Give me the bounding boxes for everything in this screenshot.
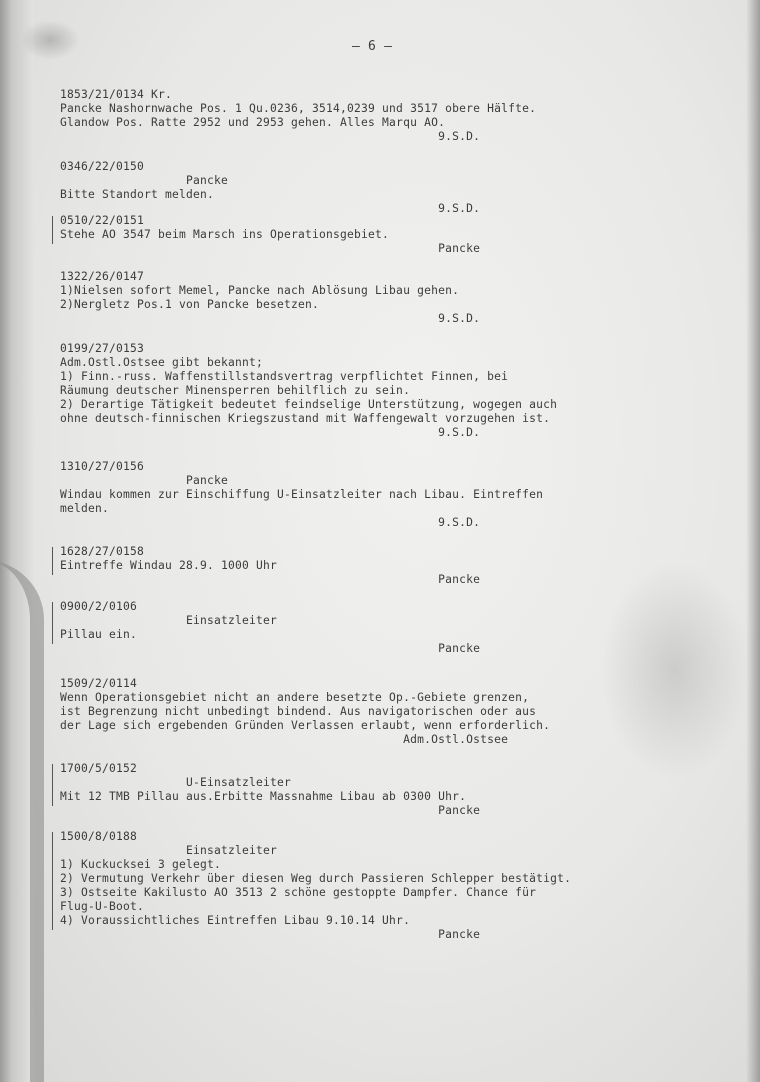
message-signature: Pancke: [60, 804, 481, 817]
message-entry: [60, 342, 750, 440]
message-entry: [60, 214, 750, 256]
margin-bracket: [52, 216, 57, 244]
message-text-line: ohne deutsch-finnischen Kriegszustand mit Waffengewalt vorzugehen ist.: [60, 412, 551, 425]
message-signature: Pancke: [60, 242, 481, 255]
message-text-line: Windau kommen zur Einschiffung U-Einsatzleiter nach Libau. Eintreffen: [60, 488, 544, 501]
message-entry: [60, 545, 750, 587]
message-text-line: Pancke Nashornwache Pos. 1 Qu.0236, 3514,0239 und 3517 obere Hälfte.: [60, 102, 537, 115]
message-header: 1628/27/0158: [60, 545, 145, 558]
message-text-line: Mit 12 TMB Pillau aus.Erbitte Massnahme Libau ab 0300 Uhr.: [60, 790, 467, 803]
message-entry: [60, 600, 750, 656]
message-text-line: Bitte Standort melden.: [60, 188, 215, 201]
message-header: 0900/2/0106: [60, 600, 138, 613]
message-signature: 9.S.D.: [60, 312, 481, 325]
message-signature: 9.S.D.: [60, 130, 481, 143]
message-header: 1509/2/0114: [60, 677, 138, 690]
scan-mark: [20, 20, 80, 60]
margin-bracket: [52, 764, 57, 806]
message-signature: 9.S.D.: [60, 202, 481, 215]
message-text-line: der Lage sich ergebenden Gründen Verlassen erlaubt, wenn erforderlich.: [60, 719, 551, 732]
message-signature: Pancke: [60, 642, 481, 655]
message-header: 0346/22/0150: [60, 160, 145, 173]
message-signature: 9.S.D.: [60, 426, 481, 439]
message-text-line: Wenn Operationsgebiet nicht an andere besetzte Op.-Gebiete grenzen,: [60, 691, 530, 704]
message-text-line: Eintreffe Windau 28.9. 1000 Uhr: [60, 559, 278, 572]
message-entry: [60, 830, 750, 942]
message-header: 1310/27/0156: [60, 460, 145, 473]
message-text-line: ist Begrenzung nicht unbedingt bindend. Aus navigatorischen oder aus: [60, 705, 537, 718]
scan-smudge: [600, 560, 750, 780]
message-addressee: Pancke: [60, 474, 229, 487]
message-text-line: 4) Voraussichtliches Eintreffen Libau 9.10.14 Uhr.: [60, 914, 411, 927]
message-text-line: Räumung deutscher Minensperren behilflich zu sein.: [60, 384, 411, 397]
margin-bracket: [52, 547, 57, 575]
message-text-line: Stehe AO 3547 beim Marsch ins Operationsgebiet.: [60, 228, 390, 241]
message-signature: 9.S.D.: [60, 516, 481, 529]
page-number: – 6 –: [352, 39, 393, 54]
message-entry: [60, 270, 750, 326]
message-text-line: Glandow Pos. Ratte 2952 und 2953 gehen. Alles Marqu AO.: [60, 116, 446, 129]
message-addressee: U-Einsatzleiter: [60, 776, 292, 789]
message-header: 0199/27/0153: [60, 342, 145, 355]
message-text-line: Adm.Ostl.Ostsee gibt bekannt;: [60, 356, 264, 369]
margin-bracket: [52, 602, 57, 644]
message-signature: Pancke: [60, 928, 481, 941]
message-entry: [60, 460, 750, 530]
message-header: 1700/5/0152: [60, 762, 138, 775]
message-header: 1500/8/0188: [60, 830, 138, 843]
scan-shadow-curve: [0, 560, 44, 1082]
message-header: 0510/22/0151: [60, 214, 145, 227]
message-text-line: 1) Kuckucksei 3 gelegt.: [60, 858, 222, 871]
message-text-line: Pillau ein.: [60, 628, 138, 641]
message-entry: [60, 160, 750, 216]
message-addressee: Einsatzleiter: [60, 844, 278, 857]
message-header: 1853/21/0134 Kr.: [60, 88, 173, 101]
message-addressee: Einsatzleiter: [60, 614, 278, 627]
message-text-line: 2)Nergletz Pos.1 von Pancke besetzen.: [60, 298, 320, 311]
message-text-line: Flug-U-Boot.: [60, 900, 145, 913]
message-signature: Adm.Ostl.Ostsee: [60, 733, 509, 746]
message-text-line: melden.: [60, 502, 110, 515]
message-text-line: 1) Finn.-russ. Waffenstillstandsvertrag verpflichtet Finnen, bei: [60, 370, 509, 383]
message-addressee: Pancke: [60, 174, 229, 187]
message-signature: Pancke: [60, 573, 481, 586]
message-entry: [60, 762, 750, 818]
message-text-line: 3) Ostseite Kakilusto AO 3513 2 schöne gestoppte Dampfer. Chance für: [60, 886, 537, 899]
message-text-line: 2) Derartige Tätigkeit bedeutet feindselige Unterstützung, wogegen auch: [60, 398, 558, 411]
message-text-line: 2) Vermutung Verkehr über diesen Weg durch Passieren Schlepper bestätigt.: [60, 872, 572, 885]
message-entry: [60, 88, 750, 144]
message-entry: [60, 677, 750, 747]
message-header: 1322/26/0147: [60, 270, 145, 283]
margin-bracket: [52, 832, 57, 930]
message-text-line: 1)Nielsen sofort Memel, Pancke nach Ablösung Libau gehen.: [60, 284, 460, 297]
